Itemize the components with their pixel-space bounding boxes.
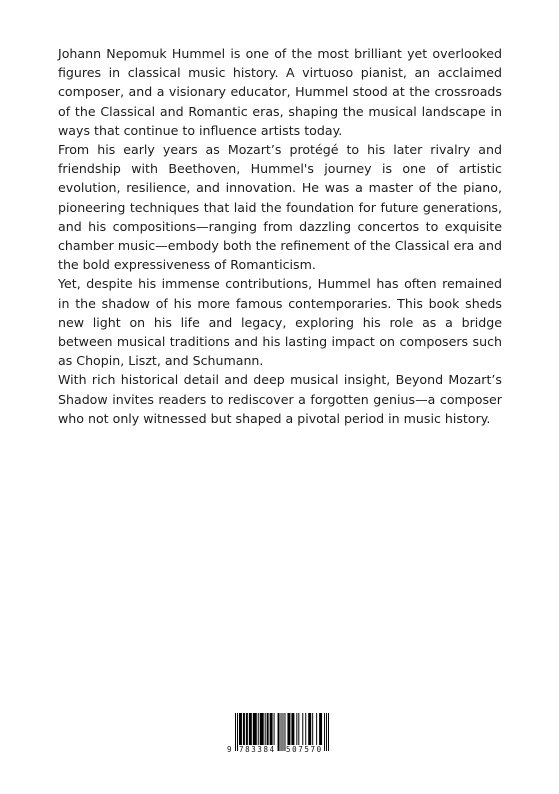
barcode-right-digits: 507570 [286, 745, 323, 754]
barcode-bar [278, 713, 280, 751]
blurb-paragraph-4: With rich historical detail and deep musical insight, Beyond Mozart’s Shadow invites readers to rediscover a forgotten genius—a composer who not only witnessed but shaped a pivotal period in music history. [58, 372, 502, 426]
barcode-bar [328, 713, 329, 751]
blurb-paragraph-3: Yet, despite his immense contributions, Hummel has often remained in the shadow of his more famous contemporaries. This book sheds new light on his life and legacy, exploring his role as a bridge between musical traditions and his lasting impact on composers such as Chopin, Liszt, and Schumann. [58, 276, 502, 369]
barcode-bar [324, 713, 325, 751]
blurb-paragraph-2: From his early years as Mozart’s protégé to his later rivalry and friendship with Beethoven, Hummel's journey is one of artistic evolution, resilience, and innovation. He was a master of the piano, pioneering techniques that laid the foundation for future generations, and his compositions—ranging from dazzling concertos to exquisite chamber music—embody both the refinement of the Classical era and the bold expressiveness of Romanticism. [58, 142, 502, 273]
barcode-first-digit: 9 [227, 745, 232, 754]
barcode-bar [282, 713, 283, 751]
barcode-bar [235, 713, 236, 751]
barcode-left-digits: 783384 [239, 745, 276, 754]
blurb-text [58, 44, 502, 428]
barcode-bar [281, 713, 282, 751]
barcode-bar [237, 713, 238, 751]
isbn-barcode [227, 709, 331, 759]
blurb-paragraph-1: Johann Nepomuk Hummel is one of the most brilliant yet overlooked figures in classical music history. A virtuoso pianist, an acclaimed composer, and a visionary educator, Hummel stood at the crossroads of the Classical and Romantic eras, shaping the musical landscape in ways that continue to influence artists today. [58, 46, 502, 138]
barcode-bar [326, 713, 327, 751]
